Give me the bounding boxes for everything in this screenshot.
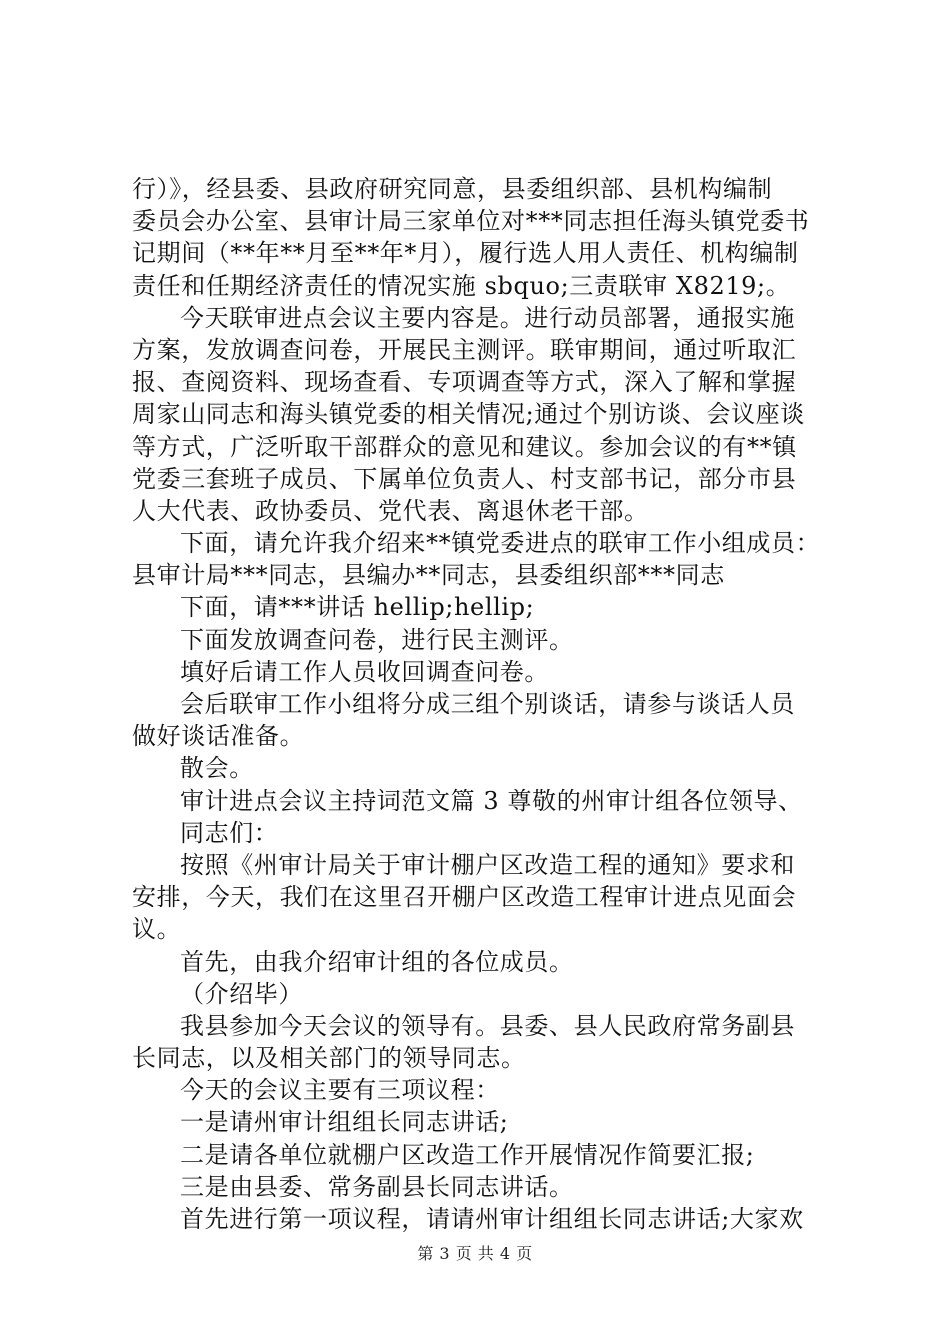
text-line: 按照《州审计局关于审计棚户区改造工程的通知》要求和 xyxy=(180,850,795,879)
text-line: 周家山同志和海头镇党委的相关情况;通过个别访谈、会议座谈 xyxy=(132,400,805,429)
text-line: 审计进点会议主持词范文篇 3 尊敬的州审计组各位领导、 xyxy=(180,786,803,815)
text-line: 首先进行第一项议程，请请州审计组组长同志讲话;大家欢 xyxy=(180,1205,804,1233)
document-body xyxy=(132,173,832,1235)
text-line: 今天的会议主要有三项议程： xyxy=(180,1076,500,1105)
text-line: 议。 xyxy=(132,915,182,944)
text-line: 二是请各单位就棚户区改造工作开展情况作简要汇报; xyxy=(180,1140,755,1169)
text-line: 会后联审工作小组将分成三组个别谈话，请参与谈话人员 xyxy=(180,690,795,718)
page-number-label: 第 3 页 共 4 页 xyxy=(417,1244,533,1263)
text-line: 人大代表、政协委员、党代表、离退休老干部。 xyxy=(132,496,649,525)
text-line: 我县参加今天会议的领导有。县委、县人民政府常务副县 xyxy=(180,1011,795,1040)
text-line: 填好后请工作人员收回调查问卷。 xyxy=(180,657,549,686)
text-line: 三是由县委、常务副县长同志讲话。 xyxy=(180,1172,574,1201)
text-line: 同志们： xyxy=(180,818,279,847)
text-line: 一是请州审计组组长同志讲话; xyxy=(180,1108,509,1137)
text-line: 报、查阅资料、现场查看、专项调查等方式，深入了解和掌握 xyxy=(132,368,797,397)
text-line: 下面，请允许我介绍来**镇党委进点的联审工作小组成员： xyxy=(180,529,821,558)
text-line: 做好谈话准备。 xyxy=(132,722,305,751)
text-line: 委员会办公室、县审计局三家单位对***同志担任海头镇党委书 xyxy=(132,207,810,236)
text-line: 安排，今天，我们在这里召开棚户区改造工程审计进点见面会 xyxy=(132,883,797,912)
text-line: 行）》，经县委、县政府研究同意，县委组织部、县机构编制 xyxy=(132,175,773,203)
page-footer xyxy=(0,1244,950,1264)
text-line: 责任和任期经济责任的情况实施 sbquo;三责联审 X8219;。 xyxy=(132,271,791,300)
text-line: 方案，发放调查问卷，开展民主测评。联审期间，通过听取汇 xyxy=(132,335,797,364)
text-line: 县审计局***同志，县编办**同志，县委组织部***同志 xyxy=(132,561,725,590)
text-line: 下面，请***讲话 hellip;hellip; xyxy=(180,593,535,622)
text-line: 等方式，广泛听取干部群众的意见和建议。参加会议的有**镇 xyxy=(132,432,797,461)
text-line: 今天联审进点会议主要内容是。进行动员部署，通报实施 xyxy=(180,303,795,332)
text-line: 散会。 xyxy=(180,754,254,783)
text-line: 首先，由我介绍审计组的各位成员。 xyxy=(180,947,574,976)
text-line: 下面发放调查问卷，进行民主测评。 xyxy=(180,625,574,654)
text-line: （介绍毕） xyxy=(180,979,303,1008)
text-line: 记期间（**年**月至**年*月），履行选人用人责任、机构编制 xyxy=(132,239,799,268)
text-line: 党委三套班子成员、下属单位负责人、村支部书记，部分市县 xyxy=(132,464,797,493)
text-line: 长同志，以及相关部门的领导同志。 xyxy=(132,1044,526,1073)
